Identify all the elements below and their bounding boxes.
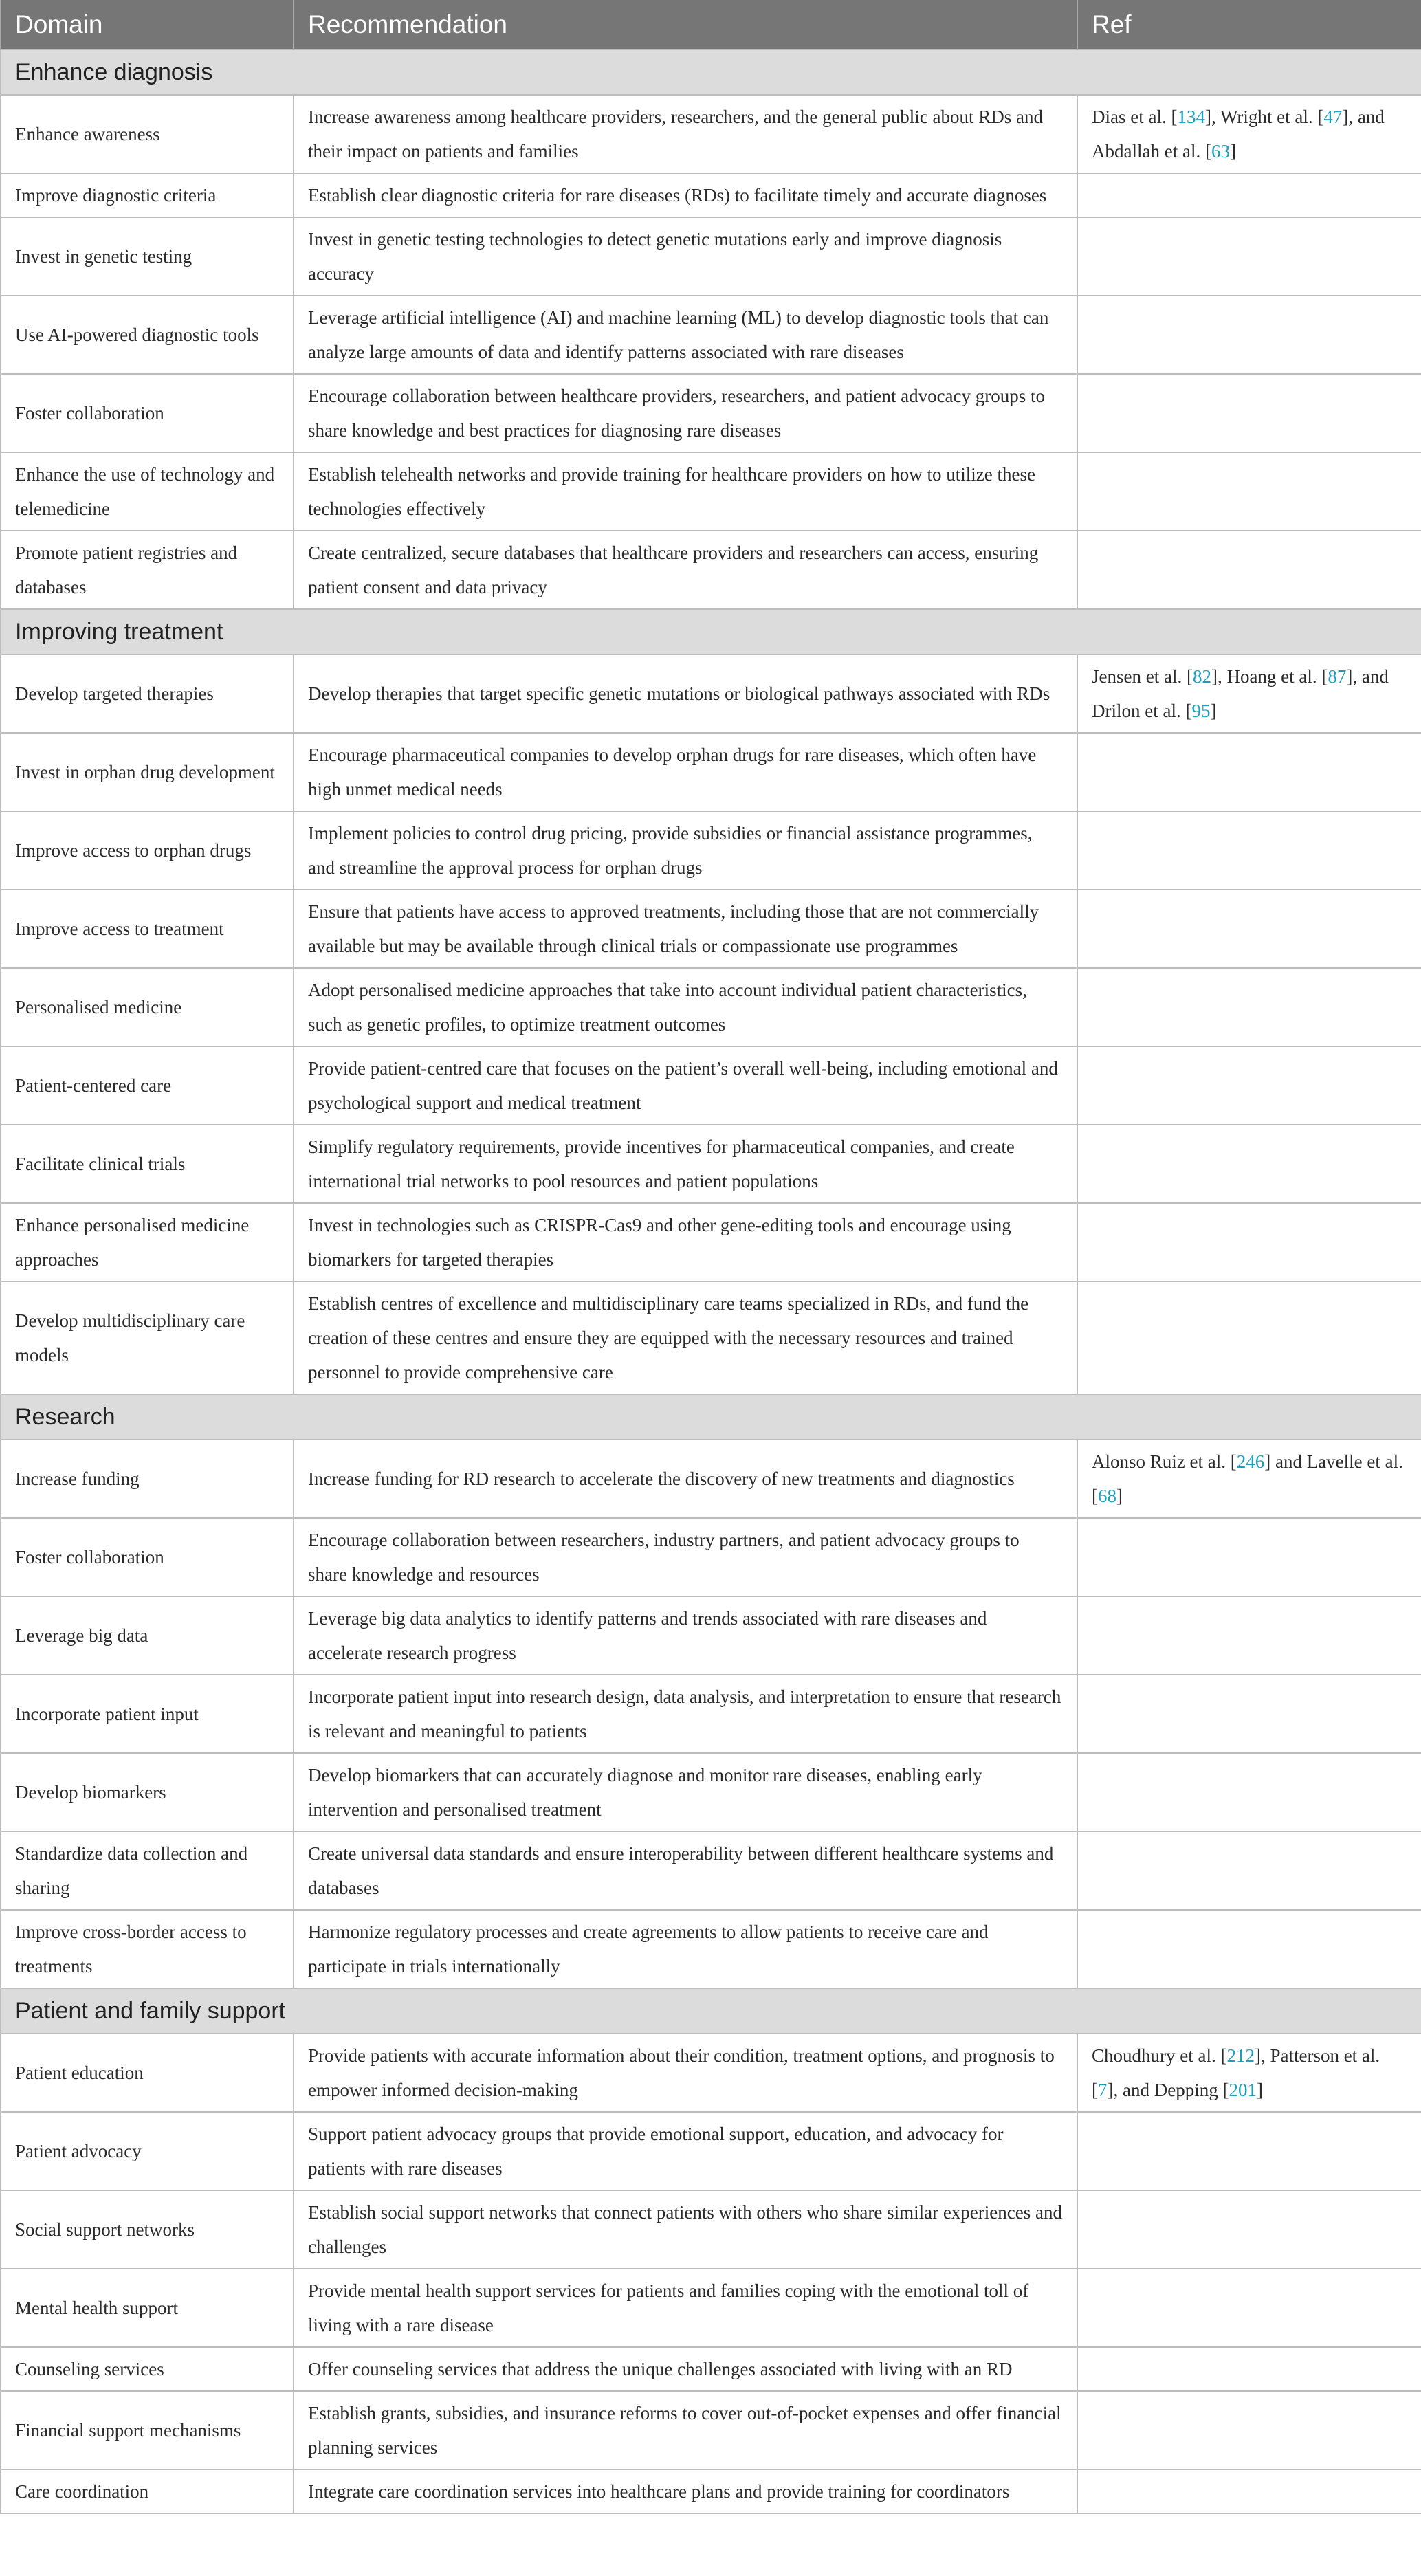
table-row <box>1 374 1421 452</box>
ref-link[interactable]: 95 <box>1191 701 1211 721</box>
recommendation-cell: Increase awareness among healthcare providers, researchers, and the general public about RDs and their impact on patients and families <box>294 95 1077 173</box>
recommendation-cell: Encourage collaboration between healthcare providers, researchers, and patient advocacy groups to share knowledge and best practices for diagnosing rare diseases <box>294 374 1077 452</box>
header-domain: Domain <box>1 0 294 49</box>
table-row <box>1 173 1421 217</box>
domain-cell: Care coordination <box>1 2469 294 2513</box>
ref-cell <box>1077 733 1421 811</box>
ref-cell <box>1077 1596 1421 1675</box>
domain-cell: Improve diagnostic criteria <box>1 173 294 217</box>
table-row <box>1 2112 1421 2190</box>
domain-cell: Counseling services <box>1 2347 294 2391</box>
ref-cell <box>1077 968 1421 1046</box>
recommendation-cell: Establish social support networks that connect patients with others who share similar experiences and challenges <box>294 2190 1077 2269</box>
ref-link[interactable]: 212 <box>1226 2045 1255 2066</box>
table-row <box>1 1910 1421 1988</box>
domain-cell: Foster collaboration <box>1 1518 294 1596</box>
recommendation-cell: Develop biomarkers that can accurately diagnose and monitor rare diseases, enabling early intervention and personalised treatment <box>294 1753 1077 1831</box>
section-header-row <box>1 609 1421 654</box>
domain-cell: Improve access to treatment <box>1 890 294 968</box>
domain-cell: Develop multidisciplinary care models <box>1 1281 294 1394</box>
ref-cell <box>1077 1203 1421 1281</box>
table-row <box>1 1518 1421 1596</box>
ref-text: Choudhury et al. [ <box>1092 2045 1227 2066</box>
domain-cell: Improve cross-border access to treatments <box>1 1910 294 1988</box>
recommendation-cell: Simplify regulatory requirements, provide incentives for pharmaceutical companies, and create international trial networks to pool resources and patient populations <box>294 1125 1077 1203</box>
table-row <box>1 2469 1421 2513</box>
ref-text: ], and Drilon et al. [ <box>1092 666 1389 721</box>
recommendation-cell: Incorporate patient input into research design, data analysis, and interpretation to ensure that research is relevant and meaningful to patients <box>294 1675 1077 1753</box>
table-row <box>1 452 1421 531</box>
ref-text: Dias et al. [ <box>1092 107 1178 127</box>
ref-link[interactable]: 7 <box>1098 2080 1108 2100</box>
domain-cell: Foster collaboration <box>1 374 294 452</box>
recommendation-cell: Establish grants, subsidies, and insurance reforms to cover out-of-pocket expenses and offer financial planning services <box>294 2391 1077 2469</box>
recommendation-cell: Offer counseling services that address the unique challenges associated with living with an RD <box>294 2347 1077 2391</box>
recommendation-cell: Harmonize regulatory processes and create agreements to allow patients to receive care and participate in trials internationally <box>294 1910 1077 1988</box>
table-row <box>1 2391 1421 2469</box>
ref-cell <box>1077 1675 1421 1753</box>
table-row <box>1 890 1421 968</box>
table-row <box>1 811 1421 890</box>
ref-cell <box>1077 374 1421 452</box>
domain-cell: Develop targeted therapies <box>1 654 294 733</box>
ref-cell <box>1077 217 1421 296</box>
table-row <box>1 1675 1421 1753</box>
ref-link[interactable]: 201 <box>1229 2080 1257 2100</box>
ref-link[interactable]: 87 <box>1328 666 1347 687</box>
ref-cell <box>1077 1910 1421 1988</box>
domain-cell: Use AI-powered diagnostic tools <box>1 296 294 374</box>
ref-text: ] <box>1256 2080 1263 2100</box>
domain-cell: Enhance personalised medicine approaches <box>1 1203 294 1281</box>
ref-cell <box>1077 2347 1421 2391</box>
ref-link[interactable]: 134 <box>1177 107 1205 127</box>
recommendation-cell: Invest in technologies such as CRISPR-Cas9 and other gene-editing tools and encourage using biomarkers for targeted therapies <box>294 1203 1077 1281</box>
ref-cell <box>1077 1831 1421 1910</box>
ref-link[interactable]: 63 <box>1211 141 1230 162</box>
domain-cell: Develop biomarkers <box>1 1753 294 1831</box>
ref-text: ], and Abdallah et al. [ <box>1092 107 1385 162</box>
ref-text: ], and Depping [ <box>1107 2080 1229 2100</box>
table-row <box>1 1440 1421 1518</box>
ref-cell <box>1077 173 1421 217</box>
table-row <box>1 654 1421 733</box>
table-row <box>1 1203 1421 1281</box>
section-title: Enhance diagnosis <box>1 49 1421 95</box>
ref-cell <box>1077 890 1421 968</box>
recommendation-cell: Provide patients with accurate information about their condition, treatment options, and prognosis to empower informed decision-making <box>294 2034 1077 2112</box>
ref-cell <box>1077 1440 1421 1518</box>
domain-cell: Incorporate patient input <box>1 1675 294 1753</box>
ref-cell <box>1077 1281 1421 1394</box>
domain-cell: Social support networks <box>1 2190 294 2269</box>
table-row <box>1 1596 1421 1675</box>
ref-link[interactable]: 47 <box>1323 107 1343 127</box>
ref-cell <box>1077 1753 1421 1831</box>
ref-link[interactable]: 246 <box>1236 1451 1265 1472</box>
domain-cell: Mental health support <box>1 2269 294 2347</box>
table-row <box>1 2347 1421 2391</box>
domain-cell: Promote patient registries and databases <box>1 531 294 609</box>
recommendation-cell: Establish clear diagnostic criteria for rare diseases (RDs) to facilitate timely and accurate diagnoses <box>294 173 1077 217</box>
domain-cell: Standardize data collection and sharing <box>1 1831 294 1910</box>
header-ref: Ref <box>1077 0 1421 49</box>
table-row <box>1 1281 1421 1394</box>
domain-cell: Improve access to orphan drugs <box>1 811 294 890</box>
recommendation-cell: Leverage artificial intelligence (AI) and machine learning (ML) to develop diagnostic tools that can analyze large amounts of data and identify patterns associated with rare diseases <box>294 296 1077 374</box>
recommendation-cell: Ensure that patients have access to approved treatments, including those that are not commercially available but may be available through clinical trials or compassionate use programmes <box>294 890 1077 968</box>
ref-cell <box>1077 2269 1421 2347</box>
ref-cell <box>1077 296 1421 374</box>
recommendation-cell: Establish telehealth networks and provide training for healthcare providers on how to utilize these technologies effectively <box>294 452 1077 531</box>
recommendation-cell: Invest in genetic testing technologies to detect genetic mutations early and improve diagnosis accuracy <box>294 217 1077 296</box>
domain-cell: Patient advocacy <box>1 2112 294 2190</box>
table-row <box>1 95 1421 173</box>
recommendation-cell: Provide mental health support services for patients and families coping with the emotional toll of living with a rare disease <box>294 2269 1077 2347</box>
ref-cell <box>1077 452 1421 531</box>
domain-cell: Invest in genetic testing <box>1 217 294 296</box>
ref-cell <box>1077 2469 1421 2513</box>
recommendation-cell: Adopt personalised medicine approaches that take into account individual patient characteristics, such as genetic profiles, to optimize treatment outcomes <box>294 968 1077 1046</box>
ref-cell <box>1077 654 1421 733</box>
recommendation-cell: Encourage collaboration between researchers, industry partners, and patient advocacy groups to share knowledge and resources <box>294 1518 1077 1596</box>
ref-text: ] <box>1116 1486 1123 1506</box>
table-row <box>1 217 1421 296</box>
ref-cell <box>1077 531 1421 609</box>
table-row <box>1 2269 1421 2347</box>
recommendation-cell: Implement policies to control drug pricing, provide subsidies or financial assistance programmes, and streamline the approval process for orphan drugs <box>294 811 1077 890</box>
table-row <box>1 733 1421 811</box>
section-title: Improving treatment <box>1 609 1421 654</box>
ref-text: ] and Lavelle et al. [ <box>1092 1451 1403 1506</box>
table-row <box>1 1125 1421 1203</box>
recommendation-cell: Leverage big data analytics to identify patterns and trends associated with rare diseases and accelerate research progress <box>294 1596 1077 1675</box>
ref-text: ], Patterson et al. [ <box>1092 2045 1380 2100</box>
ref-cell <box>1077 1518 1421 1596</box>
domain-cell: Enhance awareness <box>1 95 294 173</box>
domain-cell: Increase funding <box>1 1440 294 1518</box>
section-header-row <box>1 49 1421 95</box>
table-row <box>1 296 1421 374</box>
recommendation-cell: Integrate care coordination services into healthcare plans and provide training for coordinators <box>294 2469 1077 2513</box>
ref-link[interactable]: 68 <box>1098 1486 1116 1506</box>
ref-cell <box>1077 811 1421 890</box>
header-recommendation: Recommendation <box>294 0 1077 49</box>
ref-text: ], Wright et al. [ <box>1204 107 1324 127</box>
table-row <box>1 1831 1421 1910</box>
table-row <box>1 968 1421 1046</box>
section-title: Patient and family support <box>1 1988 1421 2034</box>
domain-cell: Patient-centered care <box>1 1046 294 1125</box>
section-header-row <box>1 1394 1421 1440</box>
ref-link[interactable]: 82 <box>1192 666 1211 687</box>
section-title: Research <box>1 1394 1421 1440</box>
ref-text: Jensen et al. [ <box>1092 666 1193 687</box>
table-row <box>1 1753 1421 1831</box>
ref-cell <box>1077 95 1421 173</box>
domain-cell: Invest in orphan drug development <box>1 733 294 811</box>
ref-text: ], Hoang et al. [ <box>1211 666 1328 687</box>
ref-cell <box>1077 2190 1421 2269</box>
header-row <box>1 0 1421 49</box>
ref-cell <box>1077 2112 1421 2190</box>
domain-cell: Enhance the use of technology and telemedicine <box>1 452 294 531</box>
ref-cell <box>1077 2391 1421 2469</box>
ref-cell <box>1077 1046 1421 1125</box>
domain-cell: Facilitate clinical trials <box>1 1125 294 1203</box>
table-row <box>1 1046 1421 1125</box>
table-header <box>1 0 1421 49</box>
ref-text: ] <box>1210 701 1217 721</box>
table-row <box>1 2190 1421 2269</box>
domain-cell: Financial support mechanisms <box>1 2391 294 2469</box>
section-header-row <box>1 1988 1421 2034</box>
ref-text: ] <box>1229 141 1236 162</box>
domain-cell: Patient education <box>1 2034 294 2112</box>
recommendation-cell: Develop therapies that target specific genetic mutations or biological pathways associated with RDs <box>294 654 1077 733</box>
domain-cell: Leverage big data <box>1 1596 294 1675</box>
ref-text: Alonso Ruiz et al. [ <box>1092 1451 1237 1472</box>
recommendation-cell: Provide patient-centred care that focuses on the patient’s overall well-being, including emotional and psychological support and medical treatment <box>294 1046 1077 1125</box>
recommendation-cell: Encourage pharmaceutical companies to develop orphan drugs for rare diseases, which often have high unmet medical needs <box>294 733 1077 811</box>
recommendation-cell: Establish centres of excellence and multidisciplinary care teams specialized in RDs, and fund the creation of these centres and ensure they are equipped with the necessary resources and trained personnel to provide comprehensive care <box>294 1281 1077 1394</box>
table-body <box>1 49 1421 2513</box>
recommendation-cell: Create centralized, secure databases that healthcare providers and researchers can access, ensuring patient consent and data privacy <box>294 531 1077 609</box>
recommendation-cell: Support patient advocacy groups that provide emotional support, education, and advocacy for patients with rare diseases <box>294 2112 1077 2190</box>
ref-cell <box>1077 2034 1421 2112</box>
table-row <box>1 531 1421 609</box>
recommendation-cell: Create universal data standards and ensure interoperability between different healthcare systems and databases <box>294 1831 1077 1910</box>
table-row <box>1 2034 1421 2112</box>
ref-cell <box>1077 1125 1421 1203</box>
recommendation-cell: Increase funding for RD research to accelerate the discovery of new treatments and diagnostics <box>294 1440 1077 1518</box>
domain-cell: Personalised medicine <box>1 968 294 1046</box>
